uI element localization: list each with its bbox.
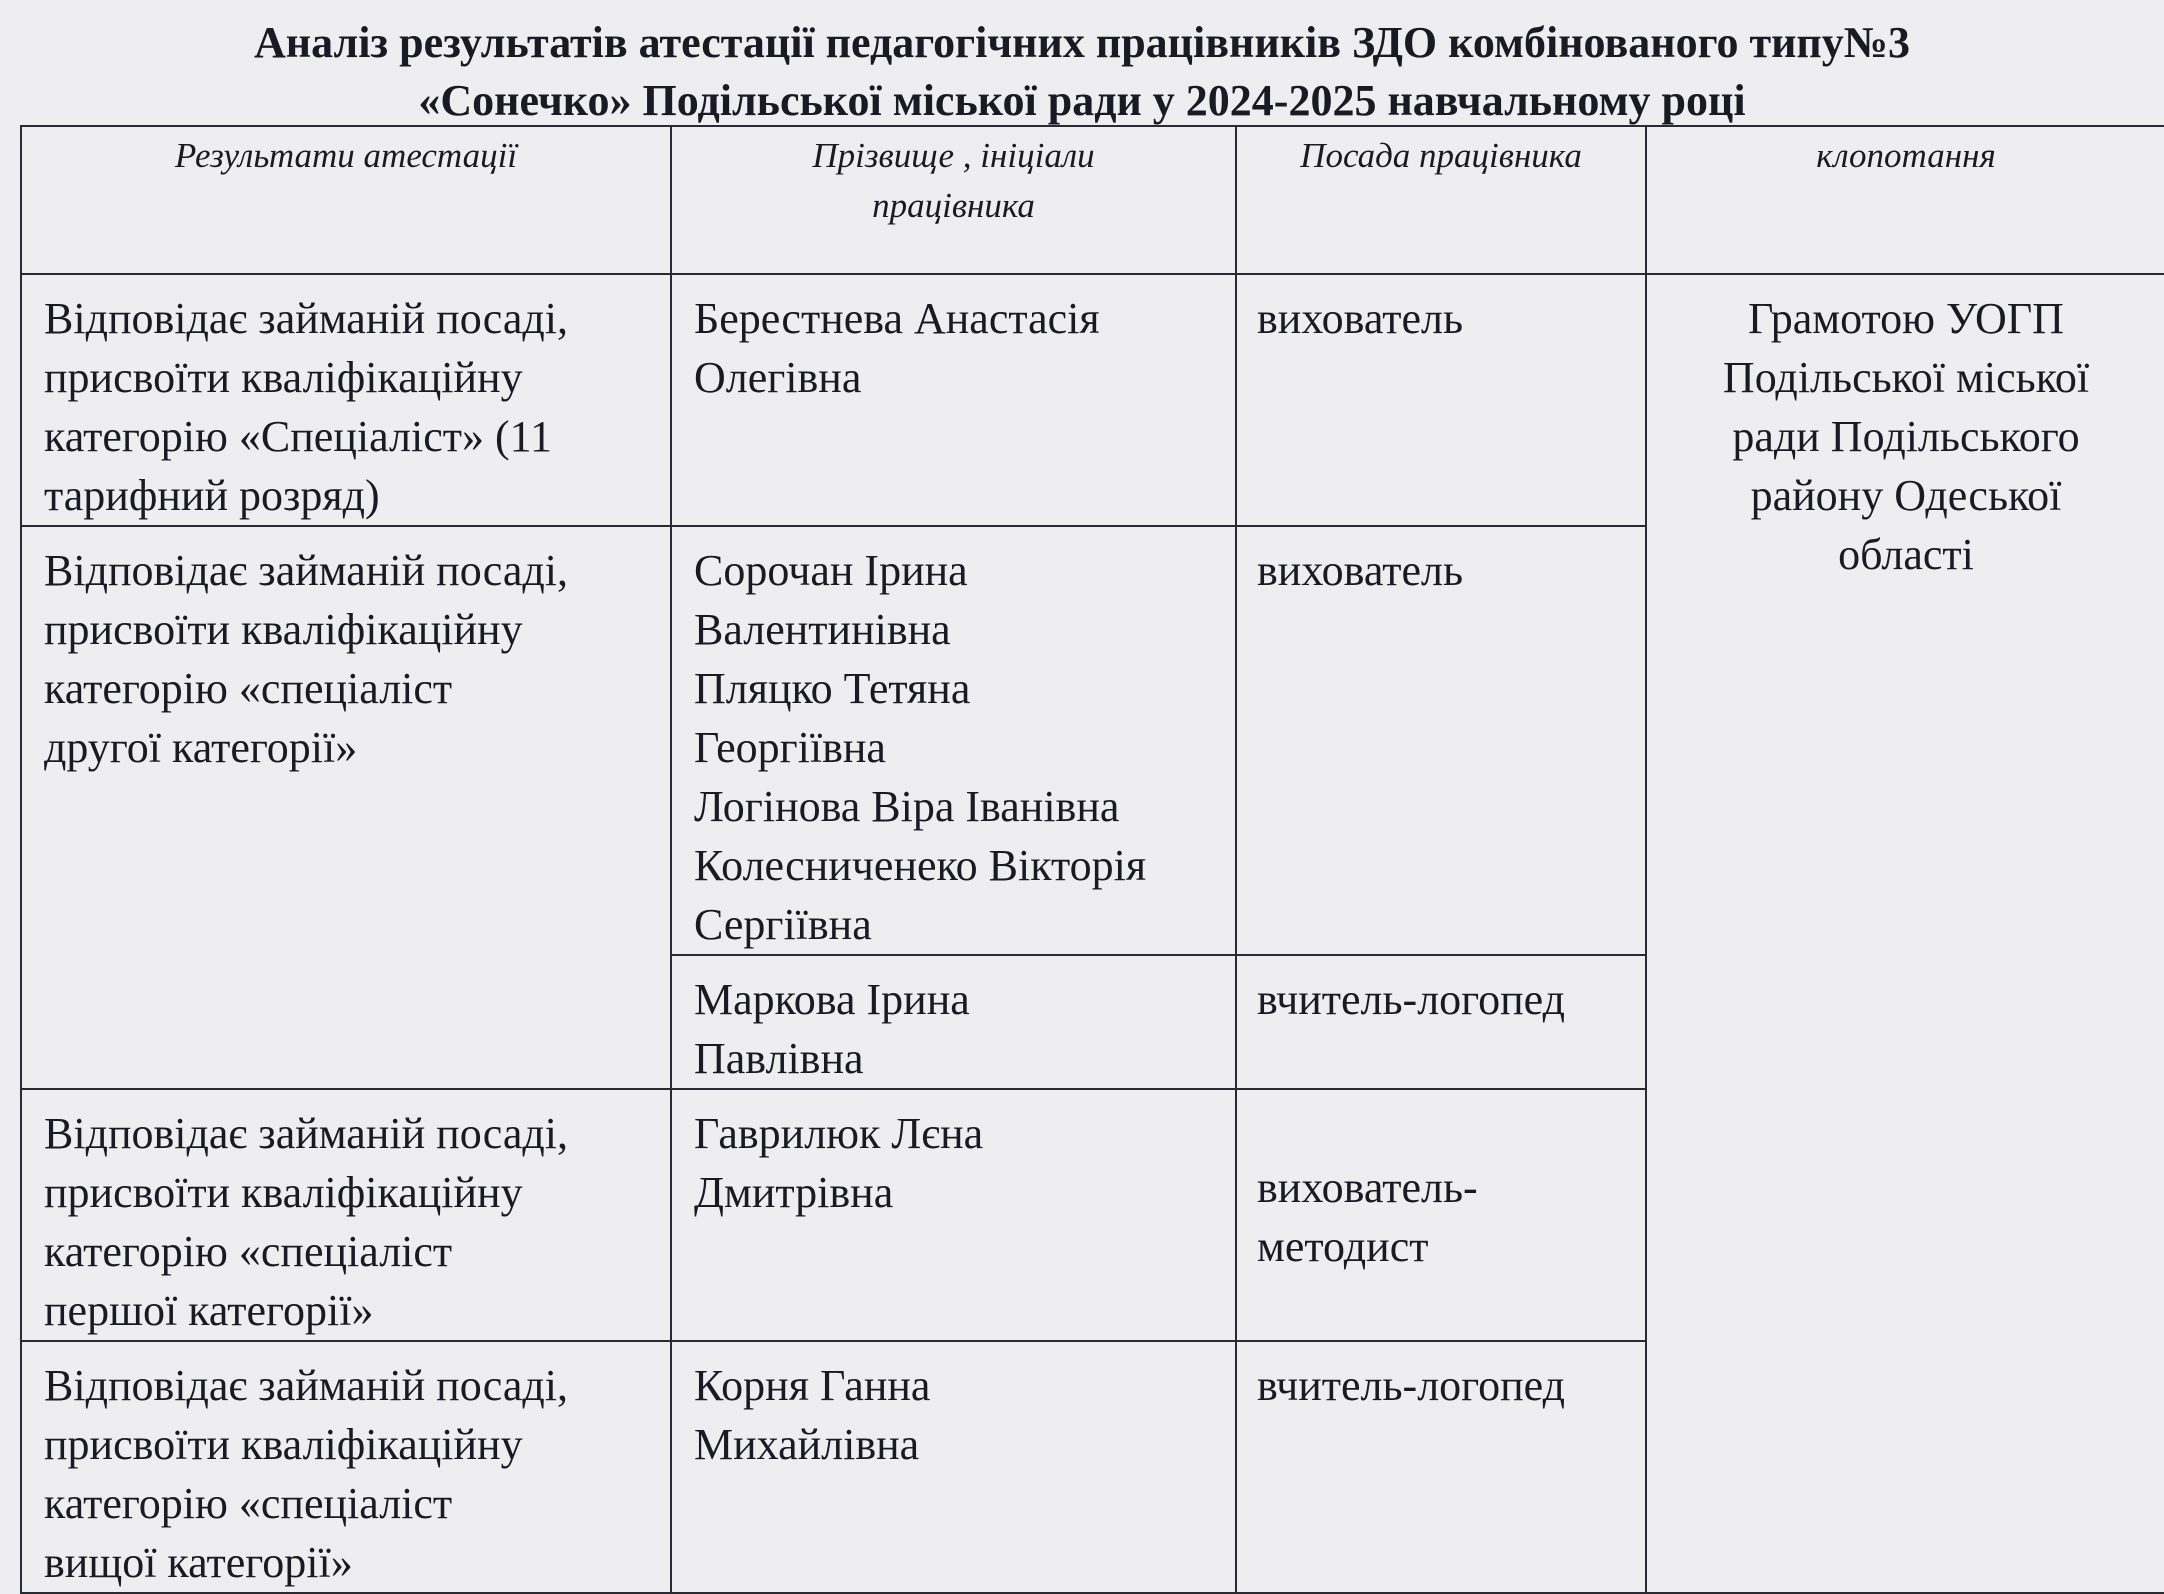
result-line: Відповідає займаній посаді, [44,1361,569,1410]
header-name-line-1: Прізвище , ініціали [812,136,1095,175]
petition-cell [1646,274,2164,1593]
result-line: другої категорії» [44,723,358,772]
result-line: присвоїти кваліфікаційну [44,605,523,654]
position-cell [1236,1089,1646,1341]
result-line: Відповідає займаній посаді, [44,294,569,343]
position-cell: вчитель-логопед [1236,1341,1646,1593]
name-line: Олегівна [694,353,862,402]
name-line: Гаврилюк Лєна [694,1109,984,1158]
title-line-1: Аналіз результатів атестації педагогічних працівників ЗДО комбінованого типу№3 [254,18,1910,67]
result-line: присвоїти кваліфікаційну [44,1168,523,1217]
header-name-line-2: працівника [872,186,1035,225]
position-line: методист [1257,1222,1429,1271]
name-line: Валентинівна [694,605,951,654]
result-line: тарифний розряд) [44,471,380,520]
name-cell [671,274,1236,526]
position-line: вихователь- [1257,1163,1478,1212]
result-line: Відповідає займаній посаді, [44,1109,569,1158]
document-title [0,14,2164,130]
name-cell [671,1341,1236,1593]
result-line: Відповідає займаній посаді, [44,546,569,595]
result-line: категорію «Спеціаліст» (11 [44,412,552,461]
result-cell [21,274,671,526]
name-line: Логінова Віра Іванівна [694,782,1120,831]
result-line: категорію «спеціаліст [44,1479,453,1528]
position-cell: вихователь [1236,274,1646,526]
result-line: першої категорії» [44,1286,374,1335]
result-cell [21,1341,671,1593]
table-row [21,274,2164,526]
result-cell [21,526,671,1089]
petition-line: району Одеської [1750,471,2062,520]
name-line: Сорочан Ірина [694,546,968,595]
name-line: Михайлівна [694,1420,920,1469]
header-results: Результати атестації [21,126,671,274]
name-line: Колесниченеко Вікторія [694,841,1147,890]
position-cell: вихователь [1236,526,1646,955]
result-line: присвоїти кваліфікаційну [44,1420,523,1469]
result-line: категорію «спеціаліст [44,664,453,713]
result-line: вищої категорії» [44,1538,353,1587]
result-cell [21,1089,671,1341]
name-line: Георгіївна [694,723,886,772]
petition-line: Подільської міської [1722,353,2090,402]
header-name [671,126,1236,274]
name-line: Маркова Ірина [694,975,970,1024]
name-cell [671,1089,1236,1341]
name-line: Корня Ганна [694,1361,931,1410]
position-cell: вчитель-логопед [1236,955,1646,1089]
name-cell [671,526,1236,955]
name-line: Павлівна [694,1034,864,1083]
petition-line: області [1838,530,1974,579]
petition-line: ради Подільського [1732,412,2080,461]
attestation-table [20,125,2164,1594]
title-line-2: «Сонечко» Подільської міської ради у 2024-2025 навчальному році [418,76,1746,125]
petition-line: Грамотою УОГП [1748,294,2064,343]
table-header-row [21,126,2164,274]
name-line: Дмитрівна [694,1168,894,1217]
result-line: присвоїти кваліфікаційну [44,353,523,402]
name-cell [671,955,1236,1089]
header-position: Посада працівника [1236,126,1646,274]
name-line: Пляцко Тетяна [694,664,971,713]
header-petition: клопотання [1646,126,2164,274]
result-line: категорію «спеціаліст [44,1227,453,1276]
name-line: Берестнева Анастасія [694,294,1100,343]
name-line: Сергіївна [694,900,872,949]
